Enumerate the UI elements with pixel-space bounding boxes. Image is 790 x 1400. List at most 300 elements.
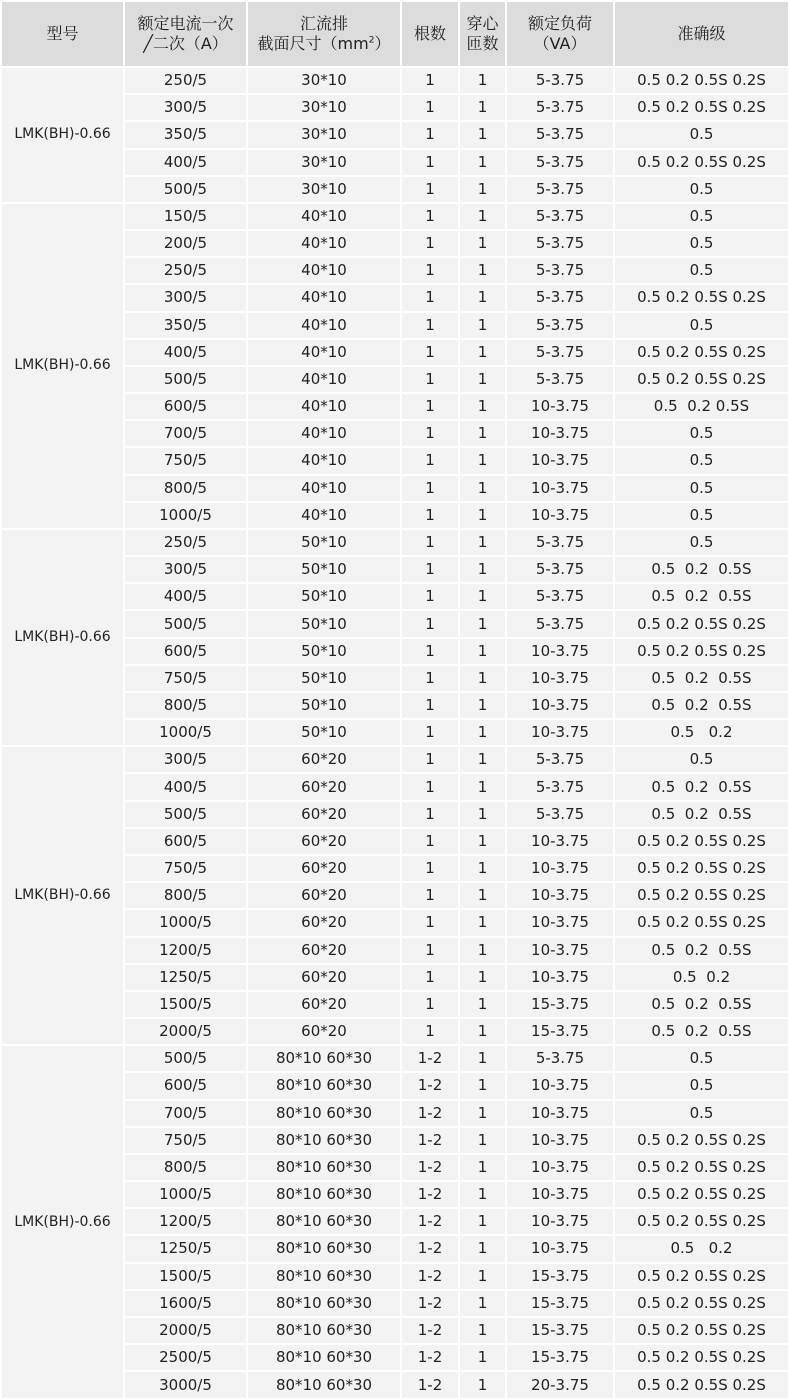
window-turns-cell: 1 — [460, 421, 505, 446]
busbar-size-cell: 80*10 60*30 — [248, 1073, 400, 1098]
model-cell: LMK(BH)-0.66 — [2, 68, 123, 202]
accuracy-class-cell: 0.5 — [615, 448, 788, 473]
accuracy-class-cell: 0.5 0.2 0.5S — [615, 802, 788, 827]
rated-load-cell: 5-3.75 — [507, 95, 613, 120]
window-turns-cell: 1 — [460, 177, 505, 202]
busbar-size-cell: 50*10 — [248, 557, 400, 582]
busbar-size-cell: 40*10 — [248, 231, 400, 256]
accuracy-class-cell: 0.5 0.2 0.5S 0.2S — [615, 340, 788, 365]
rated-current-cell: 1500/5 — [125, 992, 246, 1017]
busbar-size-cell: 40*10 — [248, 340, 400, 365]
rated-current-cell: 400/5 — [125, 584, 246, 609]
rated-load-cell: 5-3.75 — [507, 1046, 613, 1071]
header-rated-current: 额定电流一次 ╱二次（A） — [125, 2, 246, 66]
window-turns-cell: 1 — [460, 1291, 505, 1316]
window-turns-cell: 1 — [460, 1372, 505, 1398]
window-turns-cell: 1 — [460, 747, 505, 772]
window-turns-cell: 1 — [460, 965, 505, 990]
turns-cell: 1 — [402, 421, 458, 446]
accuracy-class-cell: 0.5 0.2 0.5S — [615, 992, 788, 1017]
accuracy-class-cell: 0.5 0.2 0.5S 0.2S — [615, 1291, 788, 1316]
busbar-size-cell: 50*10 — [248, 720, 400, 745]
busbar-size-cell: 80*10 60*30 — [248, 1345, 400, 1370]
turns-cell: 1 — [402, 285, 458, 310]
rated-current-cell: 300/5 — [125, 285, 246, 310]
busbar-size-cell: 40*10 — [248, 394, 400, 419]
rated-load-cell: 5-3.75 — [507, 747, 613, 772]
rated-current-cell: 200/5 — [125, 231, 246, 256]
rated-load-cell: 5-3.75 — [507, 802, 613, 827]
turns-cell: 1 — [402, 611, 458, 636]
turns-cell: 1 — [402, 476, 458, 501]
rated-current-cell: 150/5 — [125, 204, 246, 229]
busbar-size-cell: 60*20 — [248, 856, 400, 881]
rated-current-cell: 500/5 — [125, 177, 246, 202]
accuracy-class-cell: 0.5 — [615, 177, 788, 202]
busbar-size-cell: 80*10 60*30 — [248, 1128, 400, 1153]
accuracy-class-cell: 0.5 0.2 0.5S — [615, 394, 788, 419]
accuracy-class-cell: 0.5 0.2 0.5S 0.2S — [615, 95, 788, 120]
busbar-size-cell: 40*10 — [248, 476, 400, 501]
rated-load-cell: 10-3.75 — [507, 639, 613, 664]
turns-cell: 1 — [402, 68, 458, 93]
window-turns-cell: 1 — [460, 95, 505, 120]
rated-current-cell: 250/5 — [125, 258, 246, 283]
turns-cell: 1 — [402, 394, 458, 419]
busbar-size-cell: 40*10 — [248, 503, 400, 528]
busbar-size-cell: 40*10 — [248, 285, 400, 310]
turns-cell: 1 — [402, 829, 458, 854]
accuracy-class-cell: 0.5 0.2 0.5S 0.2S — [615, 1318, 788, 1343]
window-turns-cell: 1 — [460, 340, 505, 365]
turns-cell: 1 — [402, 503, 458, 528]
turns-cell: 1 — [402, 666, 458, 691]
turns-cell: 1 — [402, 231, 458, 256]
rated-current-cell: 1000/5 — [125, 503, 246, 528]
accuracy-class-cell: 0.5 0.2 0.5S 0.2S — [615, 910, 788, 935]
rated-current-cell: 800/5 — [125, 1155, 246, 1180]
window-turns-cell: 1 — [460, 285, 505, 310]
window-turns-cell: 1 — [460, 503, 505, 528]
accuracy-class-cell: 0.5 0.2 — [615, 720, 788, 745]
rated-current-cell: 1000/5 — [125, 720, 246, 745]
rated-load-cell: 20-3.75 — [507, 1372, 613, 1398]
rated-current-cell: 350/5 — [125, 313, 246, 338]
accuracy-class-cell: 0.5 0.2 0.5S 0.2S — [615, 829, 788, 854]
accuracy-class-cell: 0.5 0.2 — [615, 965, 788, 990]
rated-current-cell: 1200/5 — [125, 1209, 246, 1234]
header-window-turns: 穿心 匝数 — [460, 2, 505, 66]
busbar-size-cell: 80*10 60*30 — [248, 1209, 400, 1234]
busbar-size-cell: 30*10 — [248, 150, 400, 175]
rated-load-cell: 5-3.75 — [507, 150, 613, 175]
table-header — [2, 2, 788, 66]
busbar-size-cell: 60*20 — [248, 910, 400, 935]
window-turns-cell: 1 — [460, 313, 505, 338]
turns-cell: 1 — [402, 448, 458, 473]
rated-current-cell: 500/5 — [125, 611, 246, 636]
window-turns-cell: 1 — [460, 1019, 505, 1044]
accuracy-class-cell: 0.5 0.2 0.5S — [615, 693, 788, 718]
rated-load-cell: 10-3.75 — [507, 1155, 613, 1180]
rated-current-cell: 500/5 — [125, 367, 246, 392]
turns-cell: 1-2 — [402, 1128, 458, 1153]
turns-cell: 1-2 — [402, 1264, 458, 1289]
rated-load-cell: 10-3.75 — [507, 1073, 613, 1098]
rated-current-cell: 2000/5 — [125, 1318, 246, 1343]
busbar-size-cell: 80*10 60*30 — [248, 1372, 400, 1398]
turns-cell: 1 — [402, 992, 458, 1017]
window-turns-cell: 1 — [460, 448, 505, 473]
rated-load-cell: 10-3.75 — [507, 666, 613, 691]
busbar-size-cell: 60*20 — [248, 802, 400, 827]
rated-current-cell: 350/5 — [125, 122, 246, 147]
turns-cell: 1 — [402, 204, 458, 229]
rated-current-cell: 2500/5 — [125, 1345, 246, 1370]
turns-cell: 1-2 — [402, 1345, 458, 1370]
rated-current-cell: 250/5 — [125, 530, 246, 555]
window-turns-cell: 1 — [460, 1318, 505, 1343]
busbar-size-cell: 50*10 — [248, 639, 400, 664]
accuracy-class-cell: 0.5 — [615, 1101, 788, 1126]
header-busbar-size: 汇流排 截面尺寸$(mm^2)$ — [248, 2, 400, 66]
rated-current-cell: 1250/5 — [125, 1236, 246, 1261]
rated-current-cell: 1500/5 — [125, 1264, 246, 1289]
turns-cell: 1-2 — [402, 1372, 458, 1398]
rated-current-cell: 1200/5 — [125, 938, 246, 963]
rated-load-cell: 10-3.75 — [507, 829, 613, 854]
turns-cell: 1-2 — [402, 1046, 458, 1071]
busbar-size-cell: 40*10 — [248, 421, 400, 446]
accuracy-class-cell: 0.5 0.2 0.5S — [615, 774, 788, 799]
rated-load-cell: 10-3.75 — [507, 720, 613, 745]
rated-current-cell: 1000/5 — [125, 1182, 246, 1207]
window-turns-cell: 1 — [460, 394, 505, 419]
rated-current-cell: 300/5 — [125, 747, 246, 772]
busbar-size-cell: 80*10 60*30 — [248, 1101, 400, 1126]
accuracy-class-cell: 0.5 0.2 0.5S — [615, 1019, 788, 1044]
header-accuracy-class: 准确级 — [615, 2, 788, 66]
busbar-size-cell: 40*10 — [248, 313, 400, 338]
accuracy-class-cell: 0.5 — [615, 231, 788, 256]
accuracy-class-cell: 0.5 0.2 0.5S 0.2S — [615, 68, 788, 93]
rated-current-cell: 250/5 — [125, 68, 246, 93]
window-turns-cell: 1 — [460, 1182, 505, 1207]
table-row — [2, 1046, 788, 1071]
accuracy-class-cell: 0.5 — [615, 1073, 788, 1098]
window-turns-cell: 1 — [460, 122, 505, 147]
window-turns-cell: 1 — [460, 693, 505, 718]
accuracy-class-cell: 0.5 0.2 0.5S 0.2S — [615, 1155, 788, 1180]
window-turns-cell: 1 — [460, 666, 505, 691]
rated-load-cell: 5-3.75 — [507, 313, 613, 338]
busbar-size-cell: 40*10 — [248, 258, 400, 283]
rated-load-cell: 10-3.75 — [507, 965, 613, 990]
accuracy-class-cell: 0.5 0.2 0.5S — [615, 584, 788, 609]
busbar-size-cell: 60*20 — [248, 938, 400, 963]
turns-cell: 1 — [402, 150, 458, 175]
turns-cell: 1 — [402, 965, 458, 990]
window-turns-cell: 1 — [460, 1236, 505, 1261]
window-turns-cell: 1 — [460, 1155, 505, 1180]
rated-load-cell: 15-3.75 — [507, 1318, 613, 1343]
busbar-size-cell: 40*10 — [248, 367, 400, 392]
accuracy-class-cell: 0.5 — [615, 258, 788, 283]
rated-current-cell: 700/5 — [125, 1101, 246, 1126]
rated-load-cell: 5-3.75 — [507, 557, 613, 582]
busbar-size-cell: 80*10 60*30 — [248, 1182, 400, 1207]
window-turns-cell: 1 — [460, 910, 505, 935]
busbar-size-cell: 30*10 — [248, 177, 400, 202]
turns-cell: 1 — [402, 774, 458, 799]
turns-cell: 1-2 — [402, 1318, 458, 1343]
busbar-size-cell: 40*10 — [248, 448, 400, 473]
turns-cell: 1 — [402, 720, 458, 745]
window-turns-cell: 1 — [460, 530, 505, 555]
model-cell: LMK(BH)-0.66 — [2, 204, 123, 528]
rated-current-cell: 300/5 — [125, 95, 246, 120]
accuracy-class-cell: 0.5 0.2 0.5S 0.2S — [615, 285, 788, 310]
busbar-size-cell: 50*10 — [248, 693, 400, 718]
busbar-size-cell: 60*20 — [248, 883, 400, 908]
rated-current-cell: 400/5 — [125, 150, 246, 175]
rated-load-cell: 5-3.75 — [507, 774, 613, 799]
accuracy-class-cell: 0.5 — [615, 530, 788, 555]
rated-current-cell: 300/5 — [125, 557, 246, 582]
rated-current-cell: 600/5 — [125, 1073, 246, 1098]
turns-cell: 1 — [402, 122, 458, 147]
window-turns-cell: 1 — [460, 68, 505, 93]
window-turns-cell: 1 — [460, 720, 505, 745]
rated-load-cell: 5-3.75 — [507, 367, 613, 392]
rated-load-cell: 10-3.75 — [507, 421, 613, 446]
busbar-size-cell: 60*20 — [248, 829, 400, 854]
accuracy-class-cell: 0.5 0.2 0.5S 0.2S — [615, 1128, 788, 1153]
turns-cell: 1-2 — [402, 1291, 458, 1316]
window-turns-cell: 1 — [460, 150, 505, 175]
window-turns-cell: 1 — [460, 1128, 505, 1153]
rated-current-cell: 500/5 — [125, 1046, 246, 1071]
turns-cell: 1 — [402, 856, 458, 881]
busbar-size-cell: 50*10 — [248, 666, 400, 691]
rated-load-cell: 15-3.75 — [507, 1019, 613, 1044]
turns-cell: 1 — [402, 938, 458, 963]
accuracy-class-cell: 0.5 — [615, 122, 788, 147]
model-cell: LMK(BH)-0.66 — [2, 747, 123, 1044]
rated-load-cell: 5-3.75 — [507, 122, 613, 147]
turns-cell: 1 — [402, 584, 458, 609]
turns-cell: 1 — [402, 1019, 458, 1044]
rated-current-cell: 500/5 — [125, 802, 246, 827]
table-row — [2, 530, 788, 555]
turns-cell: 1 — [402, 910, 458, 935]
rated-load-cell: 10-3.75 — [507, 938, 613, 963]
rated-current-cell: 750/5 — [125, 448, 246, 473]
rated-load-cell: 10-3.75 — [507, 448, 613, 473]
rated-current-cell: 800/5 — [125, 883, 246, 908]
rated-load-cell: 10-3.75 — [507, 1128, 613, 1153]
rated-load-cell: 5-3.75 — [507, 204, 613, 229]
rated-load-cell: 10-3.75 — [507, 856, 613, 881]
busbar-size-cell: 60*20 — [248, 774, 400, 799]
window-turns-cell: 1 — [460, 476, 505, 501]
table-body — [2, 68, 788, 1398]
rated-current-cell: 1250/5 — [125, 965, 246, 990]
turns-cell: 1-2 — [402, 1209, 458, 1234]
busbar-size-cell: 30*10 — [248, 95, 400, 120]
turns-cell: 1 — [402, 95, 458, 120]
rated-current-cell: 400/5 — [125, 340, 246, 365]
accuracy-class-cell: 0.5 — [615, 1046, 788, 1071]
rated-load-cell: 5-3.75 — [507, 68, 613, 93]
rated-current-cell: 600/5 — [125, 394, 246, 419]
window-turns-cell: 1 — [460, 367, 505, 392]
table-row — [2, 204, 788, 229]
window-turns-cell: 1 — [460, 1101, 505, 1126]
rated-load-cell: 5-3.75 — [507, 530, 613, 555]
turns-cell: 1 — [402, 557, 458, 582]
accuracy-class-cell: 0.5 0.2 0.5S 0.2S — [615, 1345, 788, 1370]
busbar-size-cell: 60*20 — [248, 992, 400, 1017]
turns-cell: 1 — [402, 883, 458, 908]
accuracy-class-cell: 0.5 — [615, 421, 788, 446]
rated-current-cell: 1600/5 — [125, 1291, 246, 1316]
turns-cell: 1 — [402, 367, 458, 392]
header-model: 型号 — [2, 2, 123, 66]
accuracy-class-cell: 0.5 0.2 0.5S 0.2S — [615, 1182, 788, 1207]
window-turns-cell: 1 — [460, 204, 505, 229]
accuracy-class-cell: 0.5 0.2 0.5S 0.2S — [615, 1264, 788, 1289]
rated-load-cell: 5-3.75 — [507, 231, 613, 256]
accuracy-class-cell: 0.5 — [615, 204, 788, 229]
rated-current-cell: 800/5 — [125, 693, 246, 718]
accuracy-class-cell: 0.5 0.2 0.5S — [615, 557, 788, 582]
turns-cell: 1 — [402, 313, 458, 338]
rated-current-cell: 400/5 — [125, 774, 246, 799]
busbar-size-cell: 60*20 — [248, 1019, 400, 1044]
accuracy-class-cell: 0.5 0.2 0.5S 0.2S — [615, 856, 788, 881]
rated-load-cell: 5-3.75 — [507, 285, 613, 310]
window-turns-cell: 1 — [460, 258, 505, 283]
window-turns-cell: 1 — [460, 774, 505, 799]
rated-current-cell: 600/5 — [125, 829, 246, 854]
turns-cell: 1 — [402, 340, 458, 365]
rated-load-cell: 5-3.75 — [507, 177, 613, 202]
turns-cell: 1-2 — [402, 1182, 458, 1207]
busbar-size-cell: 80*10 60*30 — [248, 1155, 400, 1180]
window-turns-cell: 1 — [460, 1209, 505, 1234]
window-turns-cell: 1 — [460, 557, 505, 582]
rated-load-cell: 10-3.75 — [507, 1236, 613, 1261]
turns-cell: 1 — [402, 177, 458, 202]
rated-load-cell: 15-3.75 — [507, 992, 613, 1017]
busbar-size-cell: 50*10 — [248, 611, 400, 636]
rated-load-cell: 10-3.75 — [507, 1101, 613, 1126]
turns-cell: 1-2 — [402, 1236, 458, 1261]
window-turns-cell: 1 — [460, 639, 505, 664]
turns-cell: 1 — [402, 530, 458, 555]
busbar-size-cell: 80*10 60*30 — [248, 1318, 400, 1343]
rated-current-cell: 800/5 — [125, 476, 246, 501]
accuracy-class-cell: 0.5 0.2 0.5S — [615, 666, 788, 691]
rated-current-cell: 750/5 — [125, 856, 246, 881]
accuracy-class-cell: 0.5 0.2 — [615, 1236, 788, 1261]
window-turns-cell: 1 — [460, 231, 505, 256]
accuracy-class-cell: 0.5 0.2 0.5S — [615, 938, 788, 963]
window-turns-cell: 1 — [460, 584, 505, 609]
window-turns-cell: 1 — [460, 1073, 505, 1098]
accuracy-class-cell: 0.5 — [615, 747, 788, 772]
turns-cell: 1 — [402, 639, 458, 664]
rated-load-cell: 15-3.75 — [507, 1345, 613, 1370]
busbar-size-cell: 50*10 — [248, 584, 400, 609]
rated-load-cell: 10-3.75 — [507, 910, 613, 935]
window-turns-cell: 1 — [460, 1264, 505, 1289]
accuracy-class-cell: 0.5 0.2 0.5S 0.2S — [615, 1209, 788, 1234]
rated-load-cell: 10-3.75 — [507, 503, 613, 528]
rated-load-cell: 5-3.75 — [507, 258, 613, 283]
rated-current-cell: 600/5 — [125, 639, 246, 664]
accuracy-class-cell: 0.5 — [615, 503, 788, 528]
rated-load-cell: 10-3.75 — [507, 883, 613, 908]
table-row — [2, 68, 788, 93]
rated-load-cell: 15-3.75 — [507, 1264, 613, 1289]
model-cell: LMK(BH)-0.66 — [2, 530, 123, 745]
window-turns-cell: 1 — [460, 938, 505, 963]
rated-load-cell: 10-3.75 — [507, 476, 613, 501]
rated-load-cell: 15-3.75 — [507, 1291, 613, 1316]
busbar-size-cell: 40*10 — [248, 204, 400, 229]
rated-load-cell: 10-3.75 — [507, 693, 613, 718]
turns-cell: 1 — [402, 258, 458, 283]
accuracy-class-cell: 0.5 0.2 0.5S 0.2S — [615, 883, 788, 908]
turns-cell: 1-2 — [402, 1073, 458, 1098]
accuracy-class-cell: 0.5 0.2 0.5S 0.2S — [615, 611, 788, 636]
turns-cell: 1-2 — [402, 1101, 458, 1126]
header-turns: 根数 — [402, 2, 458, 66]
window-turns-cell: 1 — [460, 992, 505, 1017]
rated-load-cell: 5-3.75 — [507, 584, 613, 609]
window-turns-cell: 1 — [460, 829, 505, 854]
accuracy-class-cell: 0.5 0.2 0.5S 0.2S — [615, 639, 788, 664]
busbar-size-cell: 60*20 — [248, 747, 400, 772]
busbar-size-cell: 60*20 — [248, 965, 400, 990]
rated-current-cell: 3000/5 — [125, 1372, 246, 1398]
rated-load-cell: 10-3.75 — [507, 1209, 613, 1234]
busbar-size-cell: 80*10 60*30 — [248, 1046, 400, 1071]
busbar-size-cell: 50*10 — [248, 530, 400, 555]
rated-load-cell: 10-3.75 — [507, 394, 613, 419]
accuracy-class-cell: 0.5 — [615, 313, 788, 338]
turns-cell: 1 — [402, 802, 458, 827]
accuracy-class-cell: 0.5 — [615, 476, 788, 501]
busbar-size-cell: 30*10 — [248, 122, 400, 147]
rated-current-cell: 2000/5 — [125, 1019, 246, 1044]
accuracy-class-cell: 0.5 0.2 0.5S 0.2S — [615, 1372, 788, 1398]
accuracy-class-cell: 0.5 0.2 0.5S 0.2S — [615, 150, 788, 175]
header-rated-load: 额定负荷 （VA） — [507, 2, 613, 66]
rated-load-cell: 5-3.75 — [507, 611, 613, 636]
rated-current-cell: 1000/5 — [125, 910, 246, 935]
busbar-size-cell: 80*10 60*30 — [248, 1291, 400, 1316]
busbar-size-cell: 30*10 — [248, 68, 400, 93]
window-turns-cell: 1 — [460, 856, 505, 881]
window-turns-cell: 1 — [460, 802, 505, 827]
busbar-size-cell: 80*10 60*30 — [248, 1236, 400, 1261]
rated-load-cell: 10-3.75 — [507, 1182, 613, 1207]
turns-cell: 1-2 — [402, 1155, 458, 1180]
rated-current-cell: 750/5 — [125, 666, 246, 691]
